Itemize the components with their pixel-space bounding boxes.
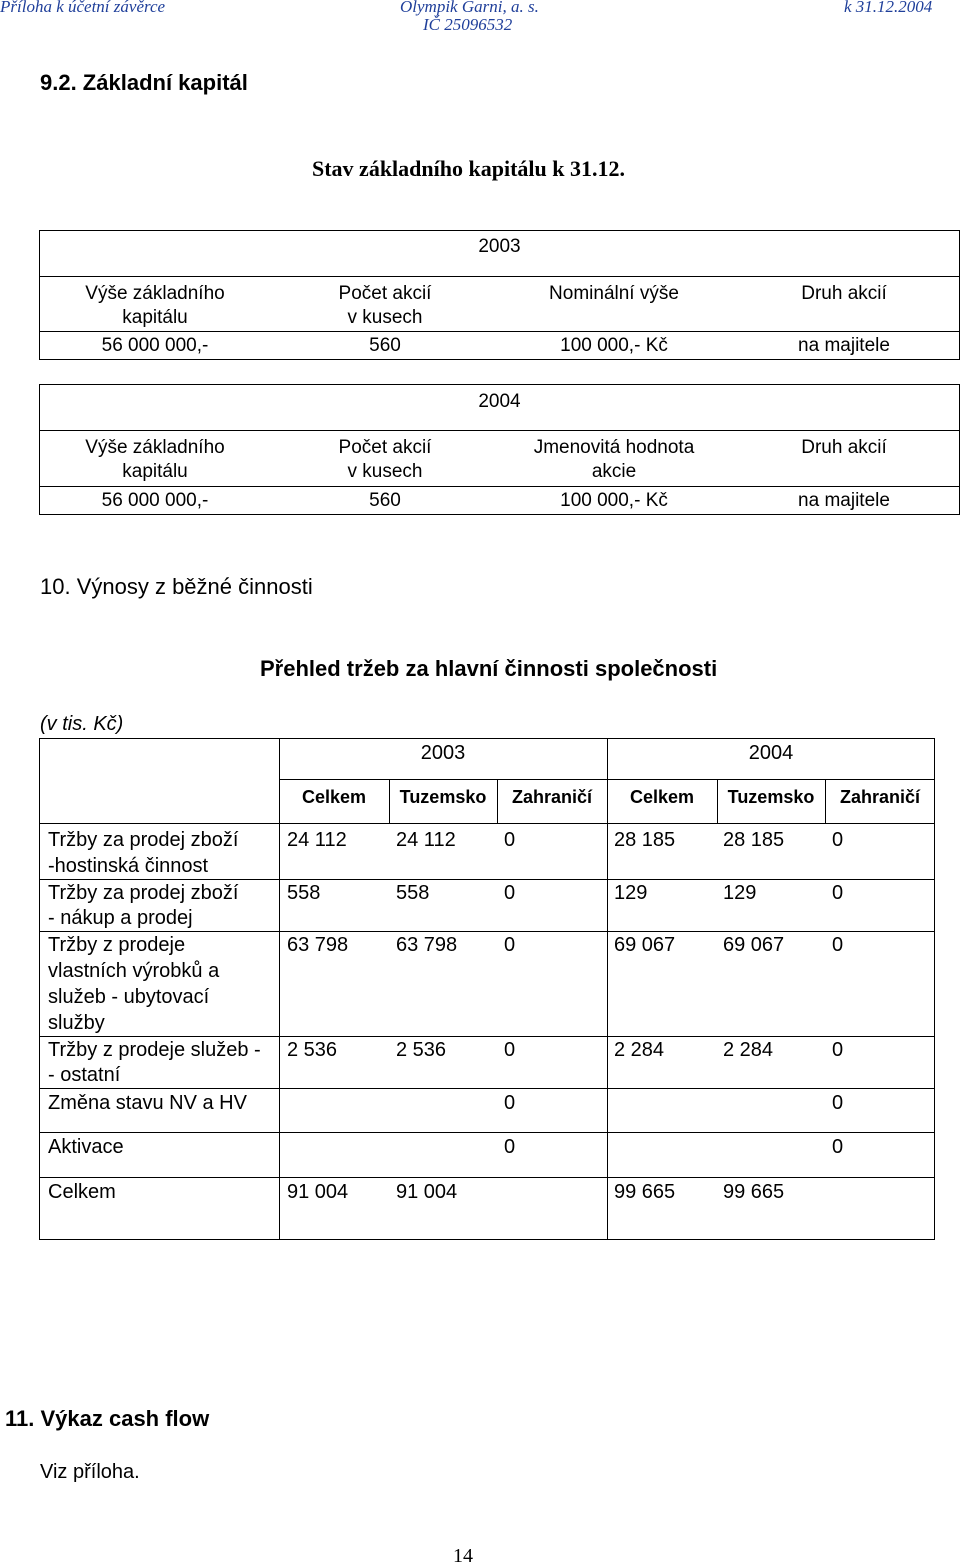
col-header-celkem-2003: Celkem <box>301 787 367 807</box>
row-label: služby <box>48 1012 105 1034</box>
header-date: k 31.12.2004 <box>844 0 933 16</box>
cell-value: 0 <box>504 1136 516 1158</box>
cell-value: 63 798 <box>287 934 349 956</box>
cell-value: 28 185 <box>723 829 785 851</box>
row-label: - ostatní <box>48 1064 121 1086</box>
cell-value: 0 <box>504 934 516 956</box>
cell-value: 91 004 <box>396 1181 458 1203</box>
table-2003-header-1b: kapitálu <box>122 307 188 328</box>
cell-value: 0 <box>832 882 844 904</box>
cell-value: 558 <box>287 882 321 904</box>
table-2003-header-1a: Výše základního <box>85 283 225 304</box>
cell-value: 69 067 <box>614 934 676 956</box>
cell-value: 2 284 <box>723 1039 774 1061</box>
col-header-celkem-2004: Celkem <box>629 787 695 807</box>
cell-value: 63 798 <box>396 934 458 956</box>
cell-value: 0 <box>504 829 516 851</box>
table-2003-type: na majitele <box>798 335 890 356</box>
cell-value: 24 112 <box>287 829 347 851</box>
row-label: - nákup a prodej <box>48 907 193 929</box>
page-number: 14 <box>453 1545 473 1567</box>
section-title-10: 10. Výnosy z běžné činnosti <box>40 574 313 599</box>
row-label: Tržby za prodej zboží <box>48 882 239 904</box>
cell-value: 28 185 <box>614 829 676 851</box>
table-2003-nominal: 100 000,- Kč <box>560 335 668 356</box>
col-header-zahranici-2003: Zahraničí <box>511 787 593 807</box>
table-2004-header-3a: Jmenovitá hodnota <box>533 437 695 458</box>
table-2003-header-2a: Počet akcií <box>338 283 432 304</box>
row-label: Aktivace <box>48 1136 124 1158</box>
cell-value: 99 665 <box>614 1181 676 1203</box>
table-2004-header-3b: akcie <box>591 461 637 482</box>
table-2004-header-1b: kapitálu <box>122 461 188 482</box>
row-label: vlastních výrobků a <box>48 960 220 982</box>
cell-value: 2 284 <box>614 1039 665 1061</box>
table-2004-header-2b: v kusech <box>347 461 423 482</box>
year-header-2003: 2003 <box>420 742 466 764</box>
cell-value: 129 <box>723 882 757 904</box>
table-2003-capital: 56 000 000,- <box>101 335 209 356</box>
table-2003-year: 2003 <box>478 236 521 257</box>
row-label: Tržby z prodeje služeb - <box>48 1039 261 1061</box>
cell-value: 0 <box>504 1092 516 1114</box>
table-2004-shares: 560 <box>369 490 401 511</box>
row-label: Tržby z prodeje <box>48 934 186 956</box>
cell-value: 69 067 <box>723 934 785 956</box>
col-header-zahranici-2004: Zahraničí <box>839 787 921 807</box>
table-2004-header-4: Druh akcií <box>801 437 887 458</box>
table-2004-header-1a: Výše základního <box>85 437 225 458</box>
cell-value: 24 112 <box>396 829 456 851</box>
table-2003-header-4: Druh akcií <box>801 283 887 304</box>
section-title-9-2: 9.2. Základní kapitál <box>40 70 248 95</box>
cell-value: 0 <box>832 1136 844 1158</box>
unit-label: (v tis. Kč) <box>40 713 124 735</box>
col-header-tuzemsko-2004: Tuzemsko <box>727 787 815 807</box>
row-label: Celkem <box>48 1181 116 1203</box>
table-2003-shares: 560 <box>369 335 401 356</box>
row-label: Změna stavu NV a HV <box>48 1092 247 1114</box>
header-left: Příloha k účetní závěrce <box>0 0 166 16</box>
col-header-tuzemsko-2003: Tuzemsko <box>399 787 487 807</box>
cell-value: 2 536 <box>287 1039 338 1061</box>
cell-value: 0 <box>832 1039 844 1061</box>
table-2004-capital: 56 000 000,- <box>101 490 209 511</box>
table-2004-nominal: 100 000,- Kč <box>560 490 668 511</box>
row-label: -hostinská činnost <box>48 855 209 877</box>
cell-value: 558 <box>396 882 430 904</box>
cell-value: 99 665 <box>723 1181 785 1203</box>
cell-value: 2 536 <box>396 1039 447 1061</box>
cell-value: 0 <box>504 1039 516 1061</box>
header-ico: IČ 25096532 <box>423 15 513 34</box>
cell-value: 0 <box>832 934 844 956</box>
section-title-11: 11. Výkaz cash flow <box>5 1406 210 1431</box>
cell-value: 91 004 <box>287 1181 349 1203</box>
cell-value: 0 <box>832 829 844 851</box>
cell-value: 0 <box>832 1092 844 1114</box>
table-2004-header-2a: Počet akcií <box>338 437 432 458</box>
header-company: Olympik Garni, a. s. <box>400 0 539 16</box>
year-header-2004: 2004 <box>748 742 794 764</box>
capital-subtitle: Stav základního kapitálu k 31.12. <box>312 156 625 181</box>
cell-value: 129 <box>614 882 648 904</box>
cell-value: 0 <box>504 882 516 904</box>
table-2003-header-3: Nominální výše <box>549 283 679 304</box>
table-2003-header-2b: v kusech <box>347 307 423 328</box>
cash-flow-note: Viz příloha. <box>40 1461 140 1483</box>
row-label: služeb - ubytovací <box>48 986 210 1008</box>
row-label: Tržby za prodej zboží <box>48 829 239 851</box>
table-2004-type: na majitele <box>798 490 890 511</box>
table-2004-year: 2004 <box>478 391 521 412</box>
revenue-subtitle: Přehled tržeb za hlavní činnosti společnosti <box>260 656 718 681</box>
